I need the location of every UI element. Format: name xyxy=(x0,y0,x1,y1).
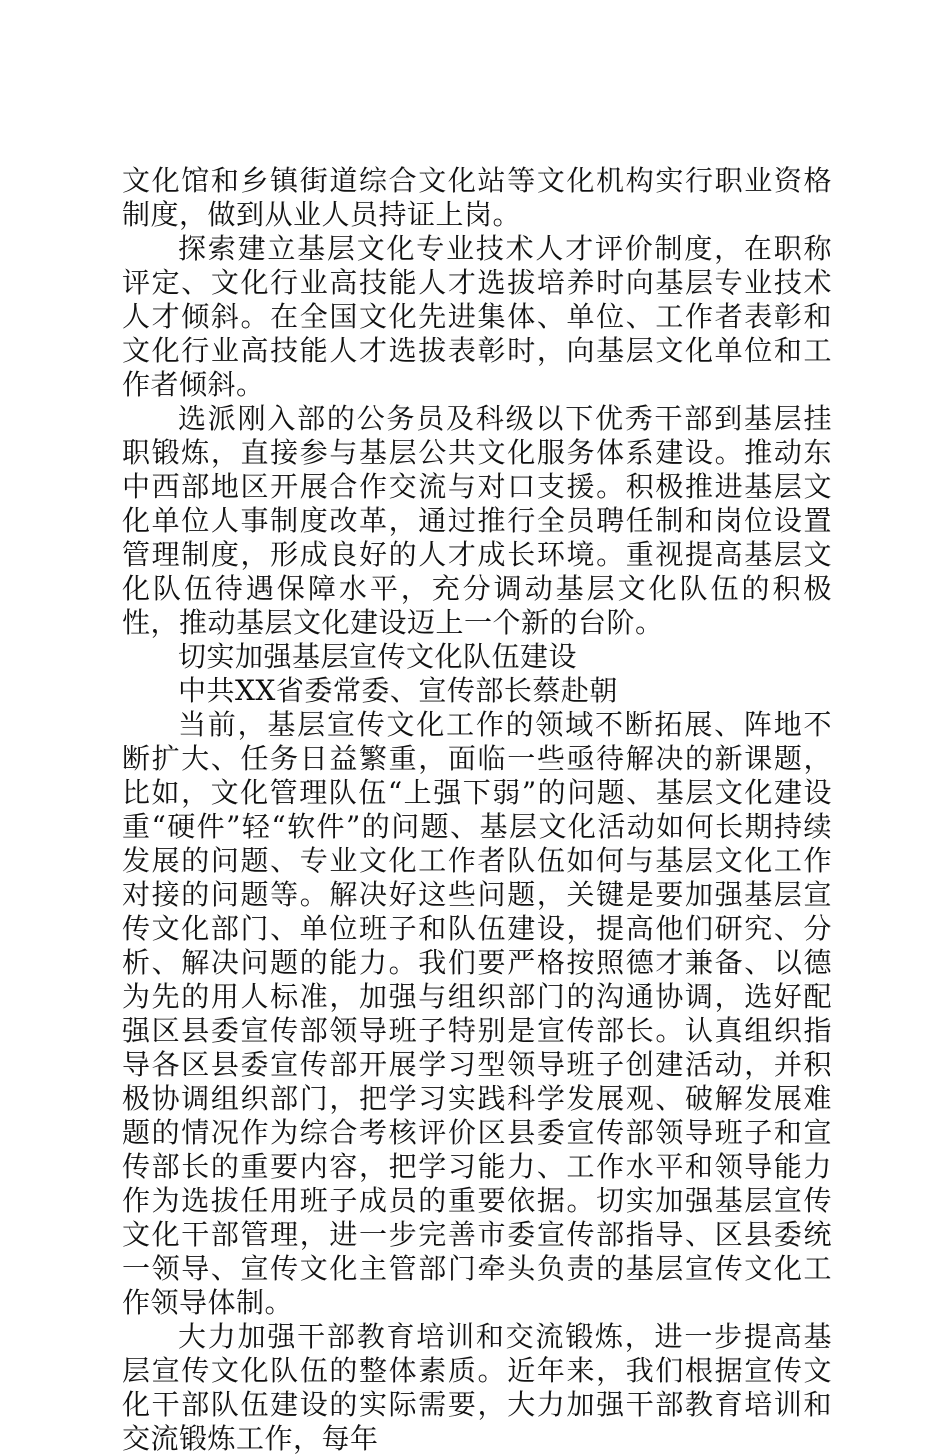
article-author: 中共XX省委常委、宣传部长蔡赴朝 xyxy=(178,674,618,707)
paragraph-5: 大力加强干部教育培训和交流锻炼，进一步提高基层宣传文化队伍的整体素质。近年来，我们根据宣传文化干部队伍建设的实际需要，大力加强干部教育培训和交流锻炼工作，每年 xyxy=(122,1320,832,1455)
paragraph-4: 当前，基层宣传文化工作的领域不断拓展、阵地不断扩大、任务日益繁重，面临一些亟待解决的新课题，比如，文化管理队伍“上强下弱”的问题、基层文化建设重“硬件”轻“软件”的问题、基层文化活动如何长期持续发展的问题、专业文化工作者队伍如何与基层文化工作对接的问题等。解决好这些问题，关键是要加强基层宣传文化部门、单位班子和队伍建设，提高他们研究、分析、解决问题的能力。我们要严格按照德才兼备、以德为先的用人标准，加强与组织部门的沟通协调，选好配强区县委宣传部领导班子特别是宣传部长。认真组织指导各区县委宣传部开展学习型领导班子创建活动，并积极协调组织部门，把学习实践科学发展观、破解发展难题的情况作为综合考核评价区县委宣传部领导班子和宣传部长的重要内容，把学习能力、工作水平和领导能力作为选拔任用班子成员的重要依据。切实加强基层宣传文化干部管理，进一步完善市委宣传部指导、区县委统一领导、宣传文化主管部门牵头负责的基层宣传文化工作领导体制。 xyxy=(122,708,832,1319)
paragraph-2: 探索建立基层文化专业技术人才评价制度，在职称评定、文化行业高技能人才选拔培养时向基层专业技术人才倾斜。在全国文化先进集体、单位、工作者表彰和文化行业高技能人才选拔表彰时，向基层文化单位和工作者倾斜。 xyxy=(122,232,832,401)
paragraph-3: 选派刚入部的公务员及科级以下优秀干部到基层挂职锻炼，直接参与基层公共文化服务体系建设。推动东中西部地区开展合作交流与对口支援。积极推进基层文化单位人事制度改革，通过推行全员聘任制和岗位设置管理制度，形成良好的人才成长环境。重视提高基层文化队伍待遇保障水平，充分调动基层文化队伍的积极性，推动基层文化建设迈上一个新的台阶。 xyxy=(122,402,832,639)
document-body xyxy=(122,164,832,1456)
paragraph-1: 文化馆和乡镇街道综合文化站等文化机构实行职业资格制度，做到从业人员持证上岗。 xyxy=(122,164,832,231)
article-title: 切实加强基层宣传文化队伍建设 xyxy=(178,640,578,673)
